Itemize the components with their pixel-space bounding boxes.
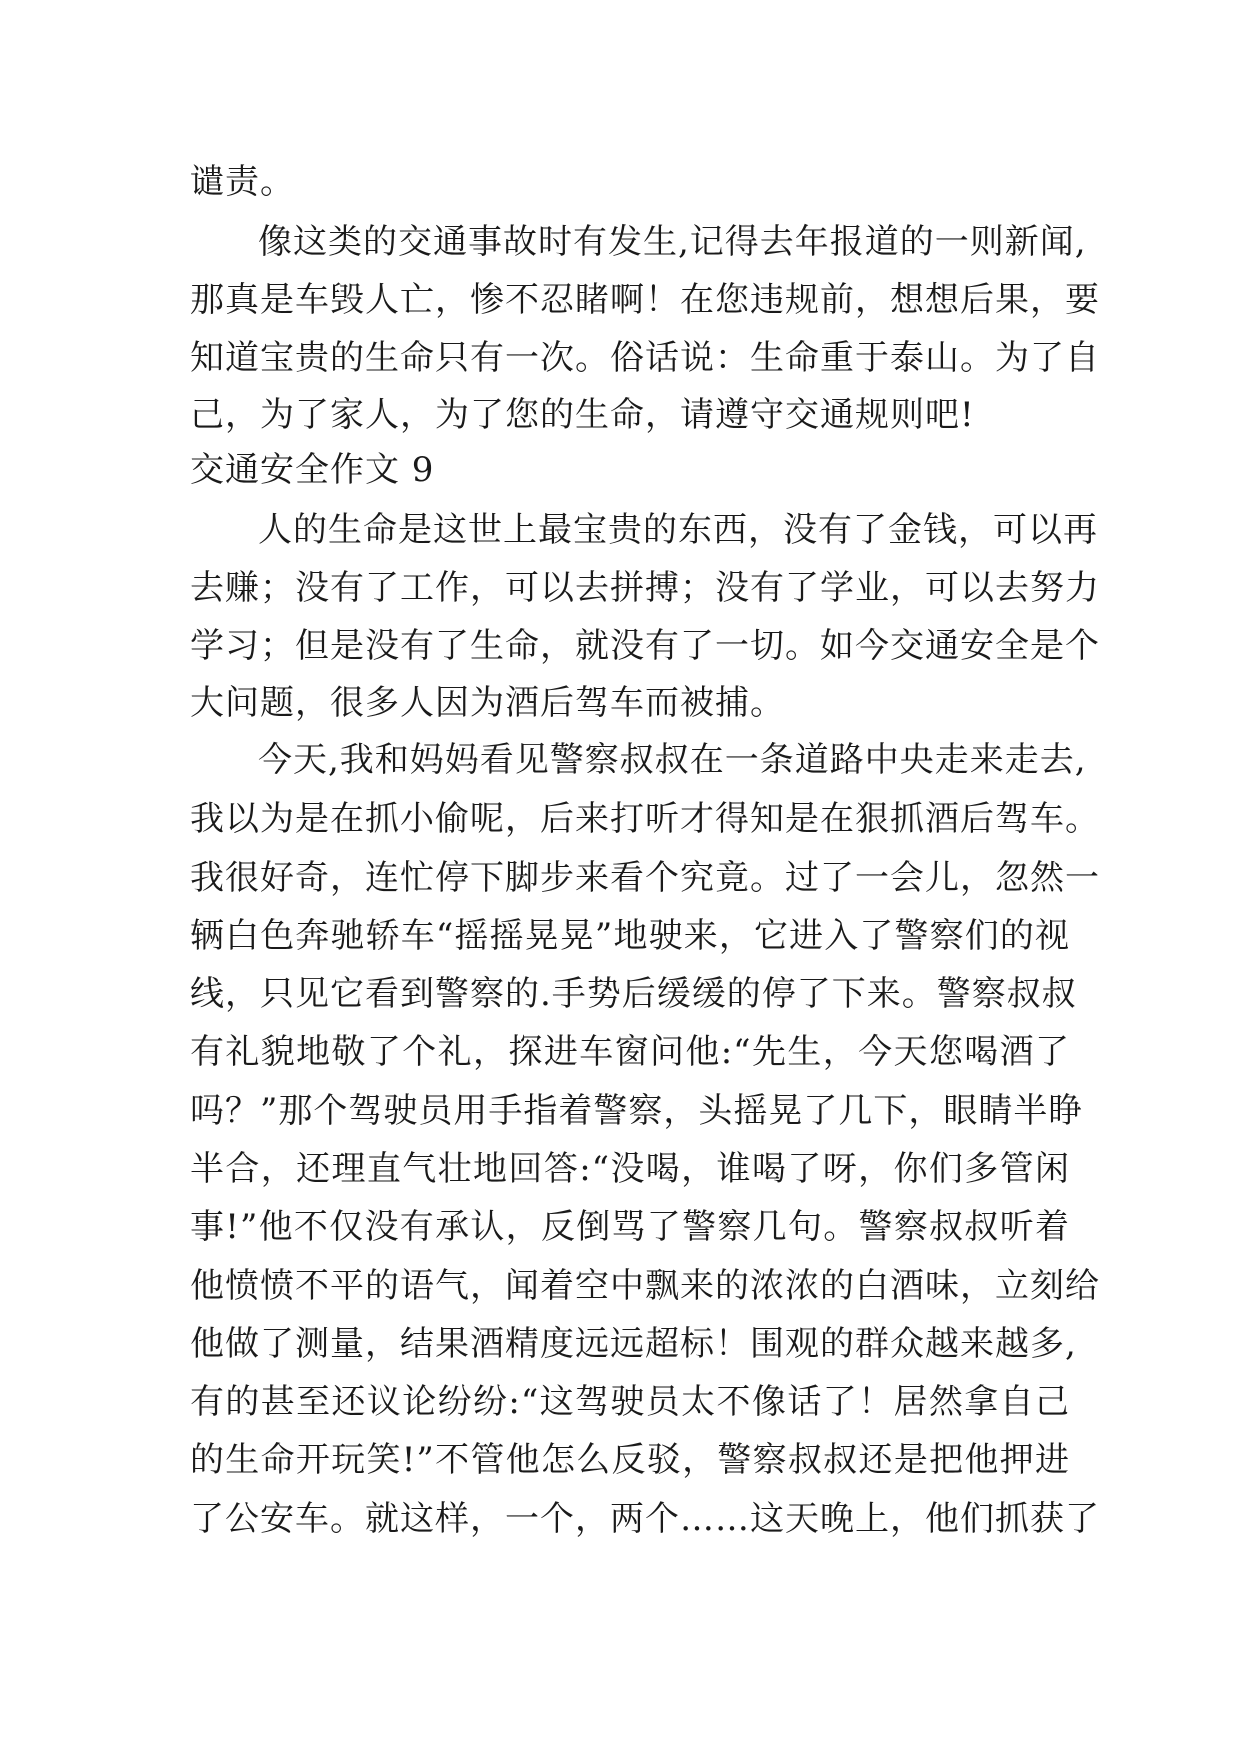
- text-line: 半合，还理直气壮地回答:“没喝，谁喝了呀，你们多管闲: [190, 1149, 1070, 1189]
- text-line: 有礼貌地敬了个礼，探进车窗问他:“先生，今天您喝酒了: [190, 1032, 1070, 1072]
- paragraph-start-line: 人的生命是这世上最宝贵的东西，没有了金钱，可以再: [258, 510, 1098, 550]
- text-line: 我以为是在抓小偷呢，后来打听才得知是在狠抓酒后驾车。: [190, 799, 1100, 839]
- text-line: 己，为了家人，为了您的生命，请遵守交通规则吧!: [190, 395, 975, 435]
- text-line: 的生命开玩笑!”不管他怎么反驳，警察叔叔还是把他押进: [190, 1440, 1070, 1480]
- text-line: 学习；但是没有了生命，就没有了一切。如今交通安全是个: [190, 626, 1100, 666]
- text-line: 他做了测量，结果酒精度远远超标！围观的群众越来越多,: [190, 1324, 1077, 1364]
- text-line: 有的甚至还议论纷纷:“这驾驶员太不像话了！居然拿自己: [190, 1382, 1070, 1422]
- text-line: 大问题，很多人因为酒后驾车而被捕。: [190, 683, 785, 723]
- text-line: 谴责。: [190, 162, 295, 202]
- text-line: 去赚；没有了工作，可以去拼搏；没有了学业，可以去努力: [190, 568, 1100, 608]
- text-line: 我很好奇，连忙停下脚步来看个究竟。过了一会儿，忽然一: [190, 858, 1100, 898]
- text-line: 线，只见它看到警察的.手势后缓缓的停了下来。警察叔叔: [190, 974, 1077, 1014]
- paragraph-start-line: 像这类的交通事故时有发生,记得去年报道的一则新闻,: [258, 222, 1087, 262]
- text-line: 吗？”那个驾驶员用手指着警察，头摇晃了几下，眼睛半睁: [190, 1091, 1084, 1131]
- text-line: 那真是车毁人亡，惨不忍睹啊！在您违规前，想想后果，要: [190, 280, 1100, 320]
- text-line: 他愤愤不平的语气，闻着空中飘来的浓浓的白酒味，立刻给: [190, 1266, 1100, 1306]
- paragraph-start-line: 今天,我和妈妈看见警察叔叔在一条道路中央走来走去,: [258, 740, 1087, 780]
- section-heading: 交通安全作文 9: [190, 450, 435, 490]
- text-line: 事!”他不仅没有承认，反倒骂了警察几句。警察叔叔听着: [190, 1207, 1070, 1247]
- text-line: 了公安车。就这样，一个，两个……这天晚上，他们抓获了: [190, 1499, 1100, 1539]
- text-line: 知道宝贵的生命只有一次。俗话说：生命重于泰山。为了自: [190, 338, 1100, 378]
- text-line: 辆白色奔驰轿车“摇摇晃晃”地驶来，它进入了警察们的视: [190, 916, 1070, 956]
